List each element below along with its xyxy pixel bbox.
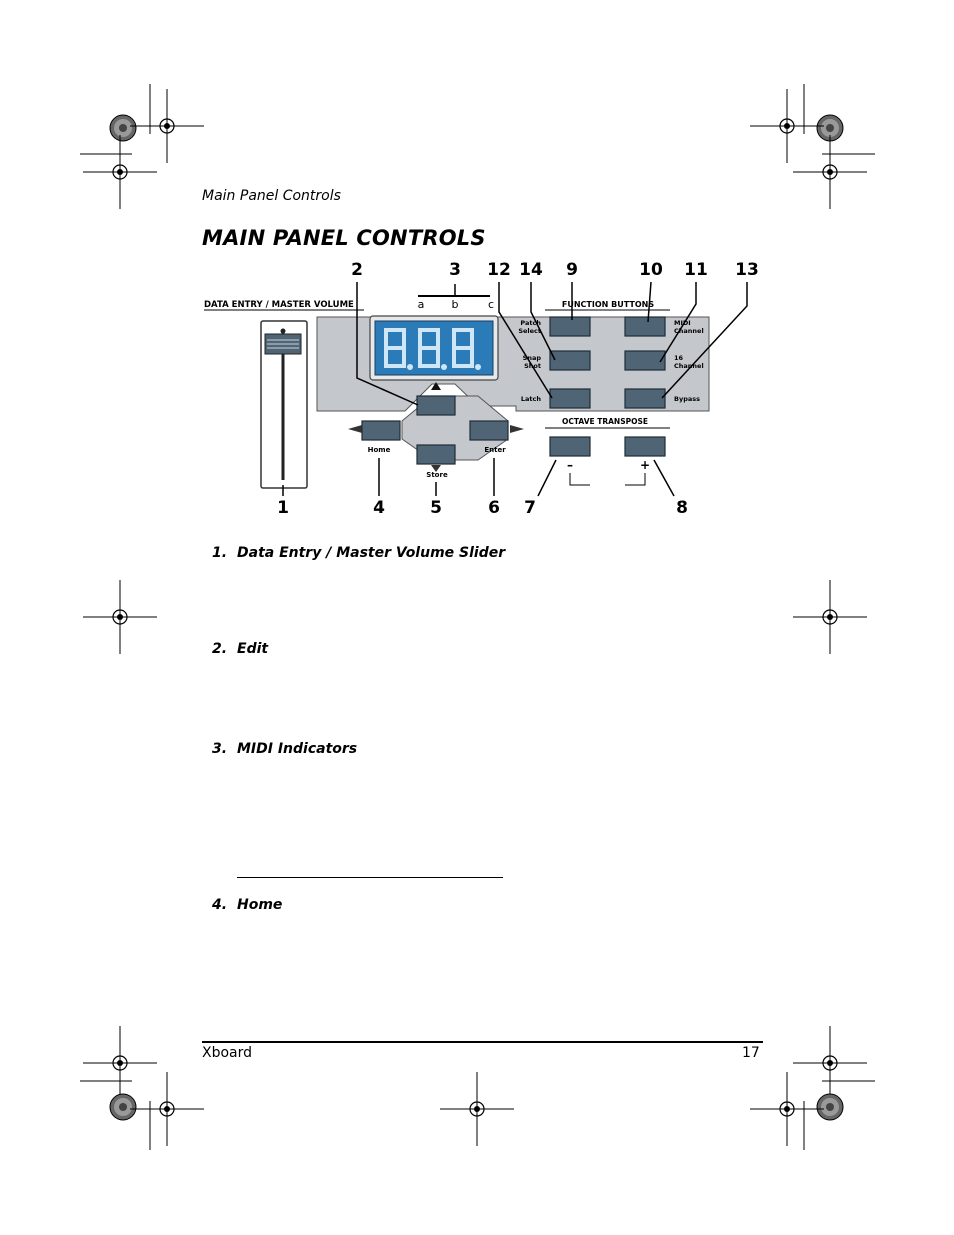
store-label: Store — [426, 471, 448, 479]
callout-6: 6 — [488, 498, 500, 518]
color-bar-icon — [110, 1094, 136, 1120]
patch-label: Patch — [520, 319, 541, 327]
page-title: MAIN PANEL CONTROLS — [202, 226, 486, 250]
shot-label: Shot — [524, 362, 541, 370]
main-panel-diagram — [195, 255, 775, 520]
section-title: MIDI Indicators — [237, 741, 358, 757]
function-buttons-label: FUNCTION BUTTONS — [561, 300, 655, 309]
select-label: Select — [518, 327, 541, 335]
snap-shot-button[interactable] — [550, 351, 590, 370]
crosshair-icon — [83, 1026, 157, 1100]
midi-label: MIDI — [674, 319, 691, 327]
running-header: Main Panel Controls — [202, 188, 341, 204]
enter-button[interactable] — [470, 421, 508, 440]
bypass-button[interactable] — [625, 389, 665, 408]
latch-button[interactable] — [550, 389, 590, 408]
section-number: 3. — [212, 741, 228, 757]
callout-9: 9 — [566, 260, 578, 280]
callout-1: 1 — [277, 498, 289, 518]
crosshair-icon — [793, 135, 867, 209]
callout-4: 4 — [373, 498, 385, 518]
data-entry-label: DATA ENTRY / MASTER VOLUME — [204, 300, 354, 310]
section-number: 1. — [212, 545, 228, 561]
section-title: Data Entry / Master Volume Slider — [237, 545, 506, 561]
section-3-heading — [212, 741, 357, 757]
crosshair-icon — [83, 135, 157, 209]
plus-label: + — [639, 458, 651, 472]
footer-rule — [202, 1041, 763, 1043]
section-1-heading — [212, 545, 505, 561]
crosshair-icon — [793, 580, 867, 654]
home-button[interactable] — [362, 421, 400, 440]
callout-2: 2 — [351, 260, 363, 280]
callout-14: 14 — [519, 260, 543, 280]
octave-up-button[interactable] — [625, 437, 665, 456]
page-number: 17 — [742, 1045, 760, 1061]
section-2-heading — [212, 641, 268, 657]
snap-label: Snap — [522, 354, 541, 362]
channel2-label: Channel — [674, 362, 704, 370]
section-number: 4. — [212, 897, 228, 913]
callout-8: 8 — [676, 498, 688, 518]
callout-11: 11 — [684, 260, 708, 280]
octave-transpose-label: OCTAVE TRANSPOSE — [561, 417, 649, 426]
octave-down-button[interactable] — [550, 437, 590, 456]
callout-13: 13 — [735, 260, 759, 280]
callout-10: 10 — [639, 260, 663, 280]
section-title: Edit — [237, 641, 269, 657]
crosshair-icon — [130, 1072, 204, 1146]
callout-5: 5 — [430, 498, 442, 518]
crosshair-icon — [750, 1072, 824, 1146]
footer-product-name: Xboard — [202, 1045, 253, 1061]
latch-label: Latch — [520, 395, 541, 403]
crosshair-icon — [440, 1072, 514, 1146]
crosshair-icon — [83, 580, 157, 654]
bypass-label: Bypass — [674, 395, 700, 403]
led-a-label: a — [417, 298, 425, 311]
minus-label: – — [567, 458, 573, 472]
callout-3: 3 — [449, 260, 461, 280]
store-button[interactable] — [417, 445, 455, 464]
channel-16-button[interactable] — [625, 351, 665, 370]
crosshair-icon — [130, 89, 204, 163]
section-4-heading — [212, 897, 282, 913]
home-label: Home — [367, 446, 391, 454]
midi-channel-button[interactable] — [625, 317, 665, 336]
callout-7: 7 — [524, 498, 536, 518]
edit-button[interactable] — [417, 396, 455, 415]
color-bar-icon — [110, 115, 136, 141]
divider-rule — [237, 877, 503, 878]
patch-select-button[interactable] — [550, 317, 590, 336]
led-c-label: c — [487, 298, 495, 311]
enter-label: Enter — [484, 446, 506, 454]
ch16-label: 16 — [674, 354, 684, 362]
section-title: Home — [237, 897, 283, 913]
led-b-label: b — [451, 298, 459, 311]
channel-label: Channel — [674, 327, 704, 335]
callout-12: 12 — [487, 260, 511, 280]
crosshair-icon — [750, 89, 824, 163]
section-number: 2. — [212, 641, 228, 657]
color-bar-icon — [817, 1094, 843, 1120]
crosshair-icon — [793, 1026, 867, 1100]
